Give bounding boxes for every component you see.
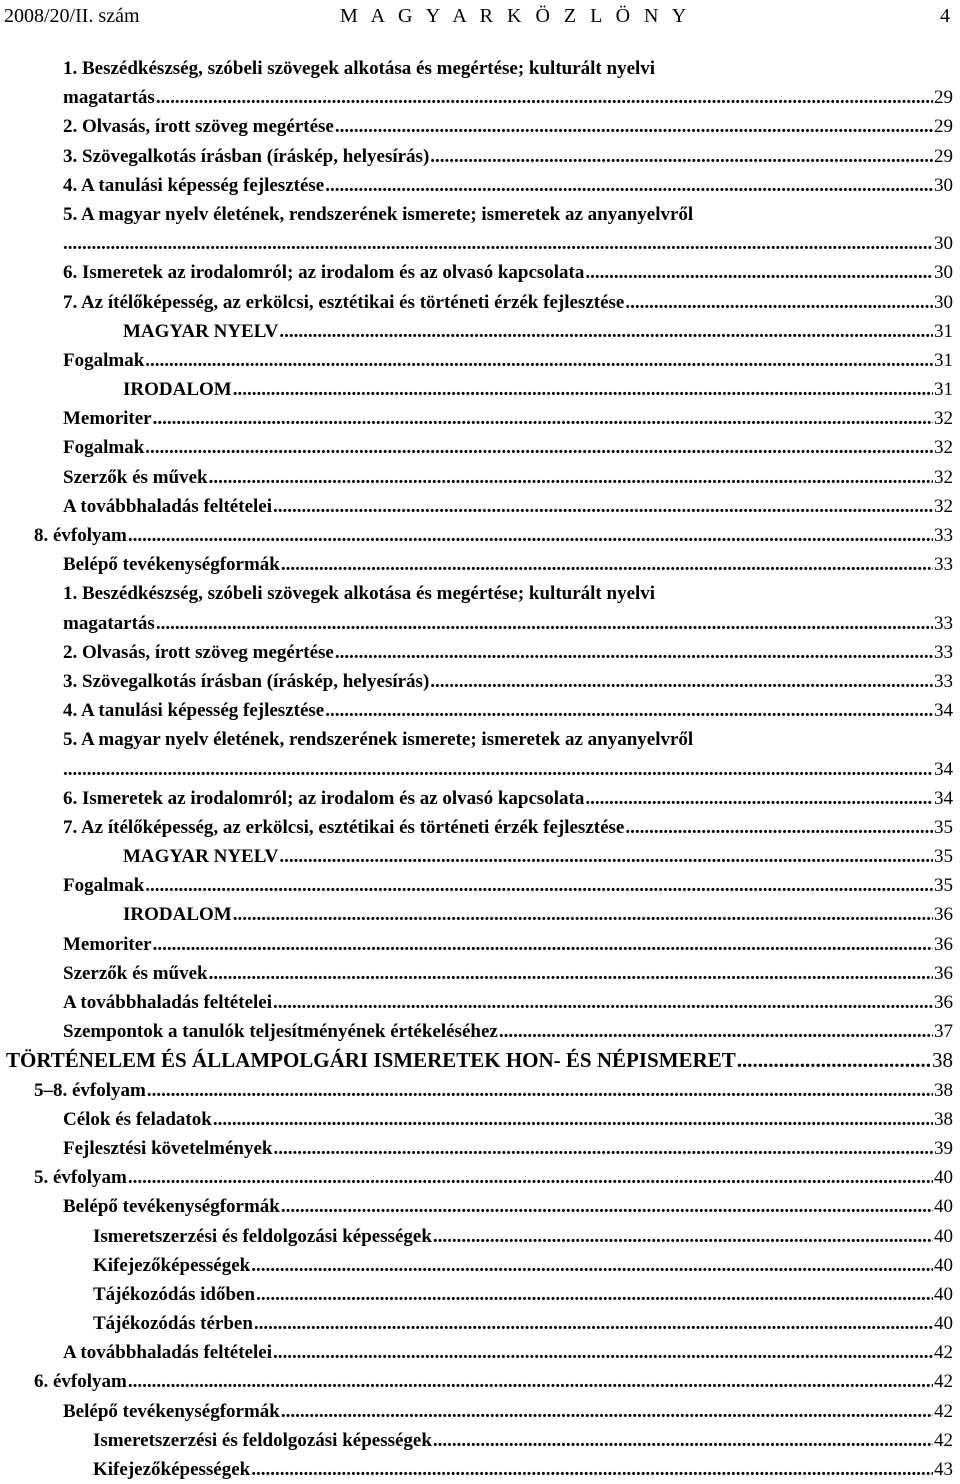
issue-number: 2008/20/II. szám	[4, 5, 140, 27]
toc-entry[interactable]	[0, 346, 960, 375]
toc-entry-label: Kifejezőképességek	[93, 1254, 251, 1276]
toc-page-number: 31	[934, 379, 953, 401]
toc-page-number: 30	[934, 262, 953, 284]
toc-entry[interactable]	[0, 375, 960, 404]
toc-leader-dots	[156, 83, 933, 112]
toc-page-number: 32	[934, 437, 953, 459]
toc-entry[interactable]	[0, 1163, 960, 1192]
toc-leader-dots	[145, 433, 933, 462]
toc-leader-dots	[233, 375, 933, 404]
toc-entry[interactable]	[0, 229, 960, 258]
toc-page-number: 40	[934, 1225, 953, 1247]
toc-leader-dots	[251, 1251, 933, 1280]
toc-entry[interactable]	[0, 813, 960, 842]
toc-entry[interactable]	[0, 550, 960, 579]
toc-entry-label: A továbbhaladás feltételei	[63, 1342, 272, 1364]
toc-page-number: 35	[934, 875, 953, 897]
toc-leader-dots	[233, 900, 933, 929]
toc-page-number: 42	[934, 1400, 953, 1422]
toc-entry-label: 5–8. évfolyam	[34, 1079, 146, 1101]
toc-leader-dots	[209, 463, 933, 492]
toc-entry-label: 6. évfolyam	[34, 1371, 127, 1393]
toc-entry[interactable]	[0, 1309, 960, 1338]
toc-entry-label: 1. Beszédkészség, szóbeli szövegek alkotása és megértése; kulturált nyelvi	[63, 583, 656, 605]
toc-entry[interactable]	[0, 725, 960, 754]
toc-entry[interactable]	[0, 1280, 960, 1309]
toc-page-number: 29	[934, 87, 953, 109]
toc-leader-dots	[273, 492, 933, 521]
toc-entry[interactable]	[0, 930, 960, 959]
toc-page-number: 32	[934, 466, 953, 488]
toc-entry[interactable]	[0, 404, 960, 433]
toc-entry[interactable]	[0, 492, 960, 521]
toc-entry-label: Fogalmak	[63, 349, 145, 371]
toc-leader-dots	[737, 1046, 931, 1075]
toc-entry[interactable]	[0, 667, 960, 696]
toc-entry-label: Fejlesztési követelmények	[63, 1137, 273, 1159]
toc-leader-dots	[273, 1134, 933, 1163]
toc-entry-label: 2. Olvasás, írott szöveg megértése	[63, 116, 334, 138]
toc-leader-dots	[430, 667, 933, 696]
toc-entry[interactable]	[0, 1017, 960, 1046]
toc-entry[interactable]	[0, 1397, 960, 1426]
toc-page-number: 40	[934, 1167, 953, 1189]
toc-entry[interactable]	[0, 579, 960, 608]
toc-entry[interactable]	[0, 784, 960, 813]
toc-entry[interactable]	[0, 988, 960, 1017]
toc-page-number: 29	[934, 145, 953, 167]
toc-leader-dots	[153, 930, 933, 959]
toc-entry-label: Tájékozódás időben	[93, 1283, 256, 1305]
toc-entry[interactable]	[0, 1455, 960, 1484]
toc-page-number: 43	[934, 1459, 953, 1480]
toc-entry-label: Memoriter	[63, 933, 152, 955]
toc-page-number: 38	[934, 1108, 953, 1130]
toc-page-number: 30	[934, 174, 953, 196]
toc-entry-label: MAGYAR NYELV	[123, 846, 279, 868]
toc-entry[interactable]	[0, 54, 960, 83]
toc-leader-dots	[63, 755, 933, 784]
toc-entry[interactable]	[0, 696, 960, 725]
toc-entry-label: 7. Az ítélőképesség, az erkölcsi, esztétikai és történeti érzék fejlesztése	[63, 816, 625, 838]
toc-entry-label: 8. évfolyam	[34, 525, 127, 546]
toc-leader-dots	[128, 1163, 933, 1192]
toc-page-number: 36	[934, 933, 953, 955]
toc-entry-label: 6. Ismeretek az irodalomról; az irodalom és az olvasó kapcsolata	[63, 262, 585, 284]
toc-entry-label: Tájékozódás térben	[93, 1313, 253, 1335]
toc-page-number: 42	[934, 1371, 953, 1393]
toc-entry[interactable]	[0, 1222, 960, 1251]
toc-entry[interactable]	[0, 842, 960, 871]
toc-entry-label: Belépő tevékenységformák	[63, 1400, 280, 1422]
toc-page-number: 33	[934, 554, 953, 576]
toc-entry[interactable]	[0, 317, 960, 346]
toc-entry[interactable]	[0, 1426, 960, 1455]
toc-leader-dots	[147, 1076, 933, 1105]
toc-entry-label: 5. A magyar nyelv életének, rendszerének ismerete; ismeretek az anyanyelvről	[63, 729, 694, 751]
toc-leader-dots	[625, 813, 933, 842]
toc-entry-label: 2. Olvasás, írott szöveg megértése	[63, 641, 334, 663]
toc-entry[interactable]	[0, 258, 960, 287]
toc-leader-dots	[254, 1309, 933, 1338]
toc-entry-label: 5. évfolyam	[34, 1167, 127, 1189]
toc-entry[interactable]	[0, 1076, 960, 1105]
page-header	[0, 2, 960, 32]
toc-entry-label: Kifejezőképességek	[93, 1459, 251, 1480]
toc-page-number: 35	[934, 846, 953, 868]
toc-leader-dots	[213, 1105, 933, 1134]
toc-entry-label: Ismeretszerzési és feldolgozási képességek	[93, 1429, 432, 1451]
toc-entry-label: IRODALOM	[123, 379, 232, 401]
toc-entry-label: A továbbhaladás feltételei	[63, 992, 272, 1013]
toc-entry[interactable]	[0, 609, 960, 638]
toc-leader-dots	[156, 609, 933, 638]
toc-leader-dots	[256, 1280, 933, 1309]
toc-page-number: 32	[934, 408, 953, 430]
toc-entry[interactable]	[0, 142, 960, 171]
toc-leader-dots	[281, 550, 933, 579]
toc-entry[interactable]	[0, 900, 960, 929]
toc-entry-label: Ismeretszerzési és feldolgozási képességek	[93, 1225, 432, 1247]
toc-entry[interactable]	[0, 1192, 960, 1221]
journal-title: M A G Y A R K Ö Z L Ö N Y	[340, 5, 691, 27]
toc-leader-dots	[279, 842, 933, 871]
toc-leader-dots	[335, 112, 933, 141]
toc-entry[interactable]	[0, 433, 960, 462]
toc-leader-dots	[281, 1397, 933, 1426]
toc-leader-dots	[145, 871, 933, 900]
toc-page-number: 38	[934, 1079, 953, 1101]
toc-page-number: 36	[934, 904, 953, 926]
toc-page-number: 40	[934, 1196, 953, 1218]
toc-page-number: 36	[934, 992, 953, 1013]
toc-page-number: 29	[934, 116, 953, 138]
toc-page-number: 33	[934, 641, 953, 663]
toc-entry-label: magatartás	[63, 612, 155, 634]
toc-page-number: 40	[934, 1313, 953, 1335]
toc-entry[interactable]	[0, 171, 960, 200]
toc-leader-dots	[433, 1222, 933, 1251]
toc-page-number: 30	[934, 233, 953, 255]
toc-leader-dots	[128, 1367, 933, 1396]
toc-leader-dots	[209, 959, 933, 988]
toc-page-number: 40	[934, 1283, 953, 1305]
toc-entry-label: Belépő tevékenységformák	[63, 1196, 280, 1218]
toc-leader-dots	[281, 1192, 933, 1221]
toc-leader-dots	[153, 404, 933, 433]
toc-entry[interactable]	[0, 83, 960, 112]
toc-page-number: 34	[934, 758, 953, 780]
toc-entry[interactable]	[0, 638, 960, 667]
toc-leader-dots	[625, 288, 933, 317]
toc-entry-label: MAGYAR NYELV	[123, 320, 279, 342]
toc-entry-label: 6. Ismeretek az irodalomról; az irodalom és az olvasó kapcsolata	[63, 787, 585, 809]
toc-entry[interactable]	[0, 1134, 960, 1163]
toc-page-number: 33	[934, 612, 953, 634]
toc-page-number: 31	[934, 349, 953, 371]
toc-entry-label: 3. Szövegalkotás írásban (íráskép, helyesírás)	[63, 670, 430, 692]
toc-page-number: 36	[934, 962, 953, 984]
toc-leader-dots	[585, 784, 933, 813]
toc-entry[interactable]	[0, 1367, 960, 1396]
toc-entry-label: magatartás	[63, 87, 155, 109]
table-of-contents	[0, 54, 960, 1484]
toc-leader-dots	[433, 1426, 933, 1455]
toc-entry[interactable]	[0, 200, 960, 229]
toc-entry-label: 4. A tanulási képesség fejlesztése	[63, 174, 325, 196]
toc-entry[interactable]	[0, 112, 960, 141]
toc-entry-label: Szempontok a tanulók teljesítményének értékeléséhez	[63, 1021, 498, 1043]
toc-entry-label: Belépő tevékenységformák	[63, 554, 280, 576]
toc-entry[interactable]	[0, 288, 960, 317]
toc-entry-label: 5. A magyar nyelv életének, rendszerének ismerete; ismeretek az anyanyelvről	[63, 203, 694, 225]
toc-entry[interactable]	[0, 1338, 960, 1367]
toc-page-number: 42	[934, 1342, 953, 1364]
toc-entry[interactable]	[0, 463, 960, 492]
toc-entry[interactable]	[0, 959, 960, 988]
toc-entry-label: Célok és feladatok	[63, 1108, 212, 1130]
toc-leader-dots	[499, 1017, 933, 1046]
toc-page-number: 30	[934, 291, 953, 313]
toc-entry-label: 7. Az ítélőképesség, az erkölcsi, esztétikai és történeti érzék fejlesztése	[63, 291, 625, 313]
toc-entry-label: 3. Szövegalkotás írásban (íráskép, helyesírás)	[63, 145, 430, 167]
toc-leader-dots	[585, 258, 933, 287]
toc-leader-dots	[325, 696, 933, 725]
toc-entry-label: Memoriter	[63, 408, 152, 430]
toc-page-number: 40	[934, 1254, 953, 1276]
toc-entry-label: IRODALOM	[123, 904, 232, 926]
toc-entry-label: Fogalmak	[63, 437, 145, 459]
toc-entry[interactable]	[0, 1046, 960, 1075]
toc-page-number: 31	[934, 320, 953, 342]
toc-entry[interactable]	[0, 871, 960, 900]
toc-leader-dots	[145, 346, 933, 375]
toc-entry-label: 4. A tanulási képesség fejlesztése	[63, 700, 325, 722]
toc-entry-label: Fogalmak	[63, 875, 145, 897]
toc-leader-dots	[273, 1338, 933, 1367]
toc-leader-dots	[251, 1455, 933, 1484]
toc-entry-label: A továbbhaladás feltételei	[63, 495, 272, 517]
toc-leader-dots	[335, 638, 933, 667]
toc-page-number: 34	[934, 700, 953, 722]
toc-page-number: 42	[934, 1429, 953, 1451]
toc-page-number: 33	[934, 525, 953, 546]
toc-leader-dots	[273, 988, 933, 1017]
toc-leader-dots	[279, 317, 933, 346]
toc-entry[interactable]	[0, 755, 960, 784]
toc-entry[interactable]	[0, 521, 960, 550]
toc-leader-dots	[325, 171, 933, 200]
toc-entry-label: TÖRTÉNELEM ÉS ÁLLAMPOLGÁRI ISMERETEK HON- ÉS NÉPISMERET	[6, 1048, 736, 1073]
toc-leader-dots	[63, 229, 933, 258]
toc-page-number: 34	[934, 787, 953, 809]
toc-entry-label: 1. Beszédkészség, szóbeli szövegek alkotása és megértése; kulturált nyelvi	[63, 58, 656, 79]
toc-entry-label: Szerzők és művek	[63, 466, 208, 488]
toc-page-number: 35	[934, 816, 953, 838]
toc-page-number: 38	[932, 1048, 953, 1073]
toc-entry-label: Szerzők és művek	[63, 962, 208, 984]
toc-page-number: 37	[934, 1021, 953, 1043]
page-number: 4	[940, 5, 950, 27]
toc-leader-dots	[128, 521, 933, 550]
toc-entry[interactable]	[0, 1251, 960, 1280]
toc-leader-dots	[430, 142, 933, 171]
toc-page-number: 32	[934, 495, 953, 517]
toc-entry[interactable]	[0, 1105, 960, 1134]
toc-page-number: 39	[934, 1137, 953, 1159]
toc-page-number: 33	[934, 670, 953, 692]
